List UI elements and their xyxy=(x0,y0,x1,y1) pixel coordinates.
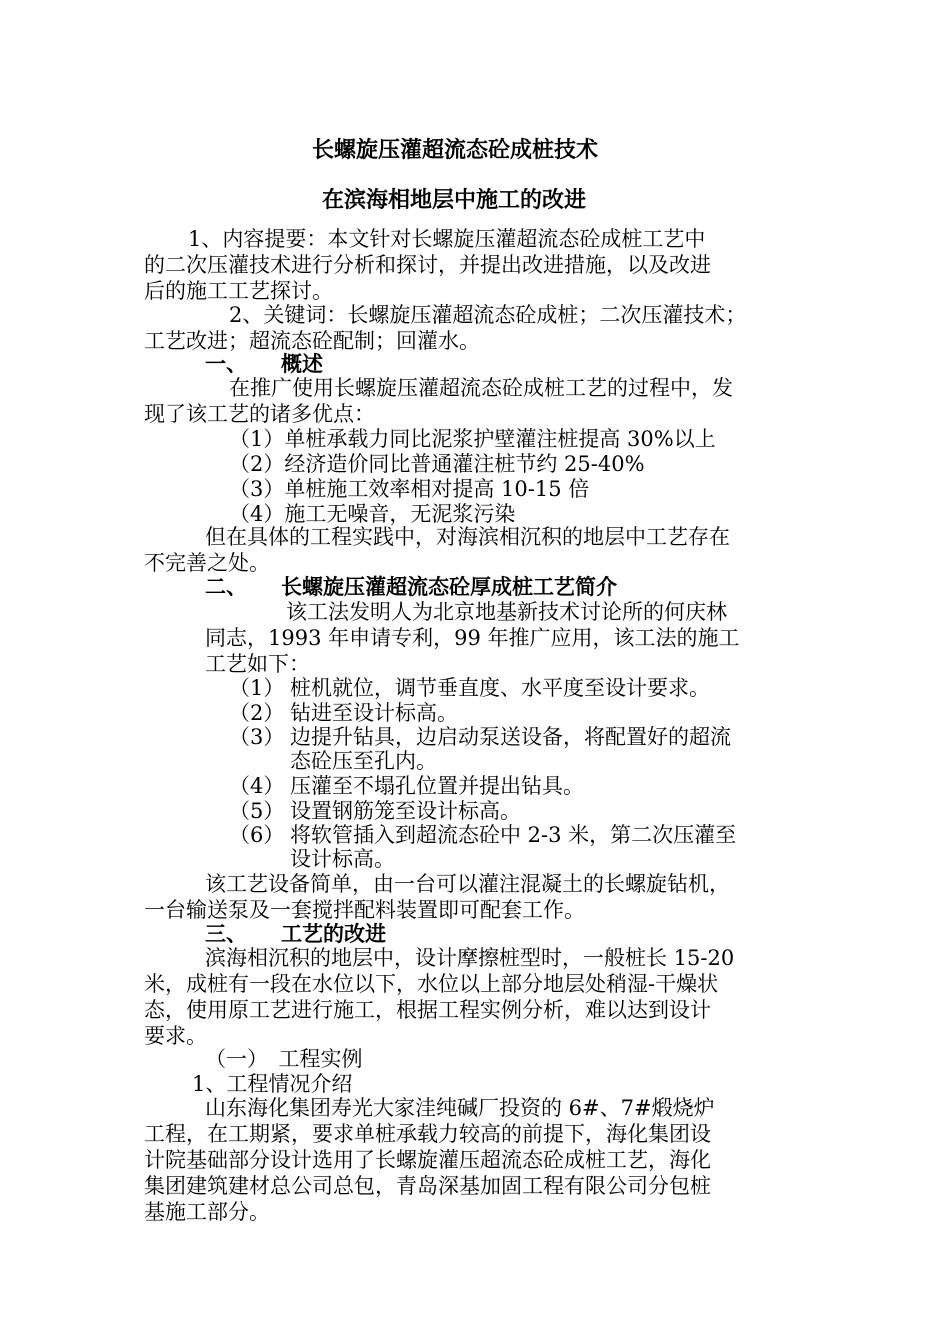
list-item: （2）经济造价同比普通灌注桩节约 25-40% xyxy=(229,452,645,476)
section-2-number: 二、 xyxy=(205,574,247,599)
paragraph-line: 现了该工艺的诸多优点： xyxy=(144,402,375,426)
step-text: 边提升钻具，边启动泵送设备，将配置好的超流 xyxy=(290,725,731,749)
step-number: （6） xyxy=(229,823,285,847)
section-3-number: 三、 xyxy=(205,921,247,946)
step-text: 态砼压至孔内。 xyxy=(290,749,437,773)
section-1-number: 一、 xyxy=(205,351,247,376)
abstract-line: 后的施工工艺探讨。 xyxy=(144,279,333,303)
paragraph-line: 米，成桩有一段在水位以下，水位以上部分地层处稍湿-干燥状 xyxy=(144,972,719,996)
paragraph-line: 滨海相沉积的地层中，设计摩擦桩型时，一般桩长 15-20 xyxy=(205,946,735,970)
list-item: （3）单桩施工效率相对提高 10-15 倍 xyxy=(229,477,590,501)
step-text: 将软管插入到超流态砼中 2-3 米，第二次压灌至 xyxy=(290,823,737,847)
list-item: （1）单桩承载力同比泥浆护壁灌注桩提高 30%以上 xyxy=(229,427,716,451)
section-1-heading: 概述 xyxy=(281,351,323,376)
list-item: （4）施工无噪音，无泥浆污染 xyxy=(229,502,516,526)
step-number: （3） xyxy=(229,725,285,749)
step-number: （2） xyxy=(229,701,285,725)
paragraph-line: 一台输送泵及一套搅拌配料装置即可配套工作。 xyxy=(144,898,585,922)
abstract-line: 1、内容提要：本文针对长螺旋压灌超流态砼成桩工艺中 xyxy=(188,227,706,251)
paragraph-line: 集团建筑建材总公司总包，青岛深基加固工程有限公司分包桩 xyxy=(144,1174,711,1198)
paragraph-line: 山东海化集团寿光大家洼纯碱厂投资的 6#、7#煅烧炉 xyxy=(205,1096,715,1120)
step-number: （4） xyxy=(229,774,285,798)
step-text: 压灌至不塌孔位置并提出钻具。 xyxy=(290,774,584,798)
step-text: 钻进至设计标高。 xyxy=(290,701,458,725)
keywords-line: 2、关键词：长螺旋压灌超流态砼成桩；二次压灌技术； xyxy=(229,303,747,327)
title-line-1: 长螺旋压灌超流态砼成桩技术 xyxy=(312,137,599,163)
section-2-heading: 长螺旋压灌超流态砼厚成桩工艺简介 xyxy=(281,574,617,599)
paragraph-line: 在推广使用长螺旋压灌超流态砼成桩工艺的过程中，发 xyxy=(229,376,733,400)
step-number: （1） xyxy=(229,676,285,700)
title-line-2: 在滨海相地层中施工的改进 xyxy=(322,187,587,213)
paragraph-line: 不完善之处。 xyxy=(144,551,270,575)
paragraph-line: 该工艺设备简单，由一台可以灌注混凝土的长螺旋钻机， xyxy=(205,872,730,896)
paragraph-line: 同志，1993 年申请专利，99 年推广应用，该工法的施工 xyxy=(205,626,740,650)
subsection-heading: （一） 工程实例 xyxy=(205,1047,363,1071)
step-text: 设置钢筋笼至设计标高。 xyxy=(290,799,521,823)
subsubsection-heading: 1、工程情况介绍 xyxy=(192,1072,353,1096)
paragraph-line: 但在具体的工程实践中，对海滨相沉积的地层中工艺存在 xyxy=(205,525,730,549)
paragraph-line: 工艺如下： xyxy=(205,652,310,676)
paragraph-line: 该工法发明人为北京地基新技术讨论所的何庆林 xyxy=(286,600,727,624)
paragraph-line: 计院基础部分设计选用了长螺旋灌压超流态砼成桩工艺，海化 xyxy=(144,1148,711,1172)
section-3-heading: 工艺的改进 xyxy=(281,921,386,946)
paragraph-line: 态，使用原工艺进行施工，根据工程实例分析，难以达到设计 xyxy=(144,998,711,1022)
abstract-line: 的二次压灌技术进行分析和探讨，并提出改进措施，以及改进 xyxy=(144,253,711,277)
paragraph-line: 基施工部分。 xyxy=(144,1200,270,1224)
paragraph-line: 要求。 xyxy=(144,1024,207,1048)
step-number: （5） xyxy=(229,799,285,823)
step-text: 设计标高。 xyxy=(290,847,395,871)
step-text: 桩机就位，调节垂直度、水平度至设计要求。 xyxy=(290,676,710,700)
paragraph-line: 工程，在工期紧，要求单桩承载力较高的前提下，海化集团设 xyxy=(144,1122,711,1146)
keywords-line: 工艺改进；超流态砼配制；回灌水。 xyxy=(144,329,480,353)
